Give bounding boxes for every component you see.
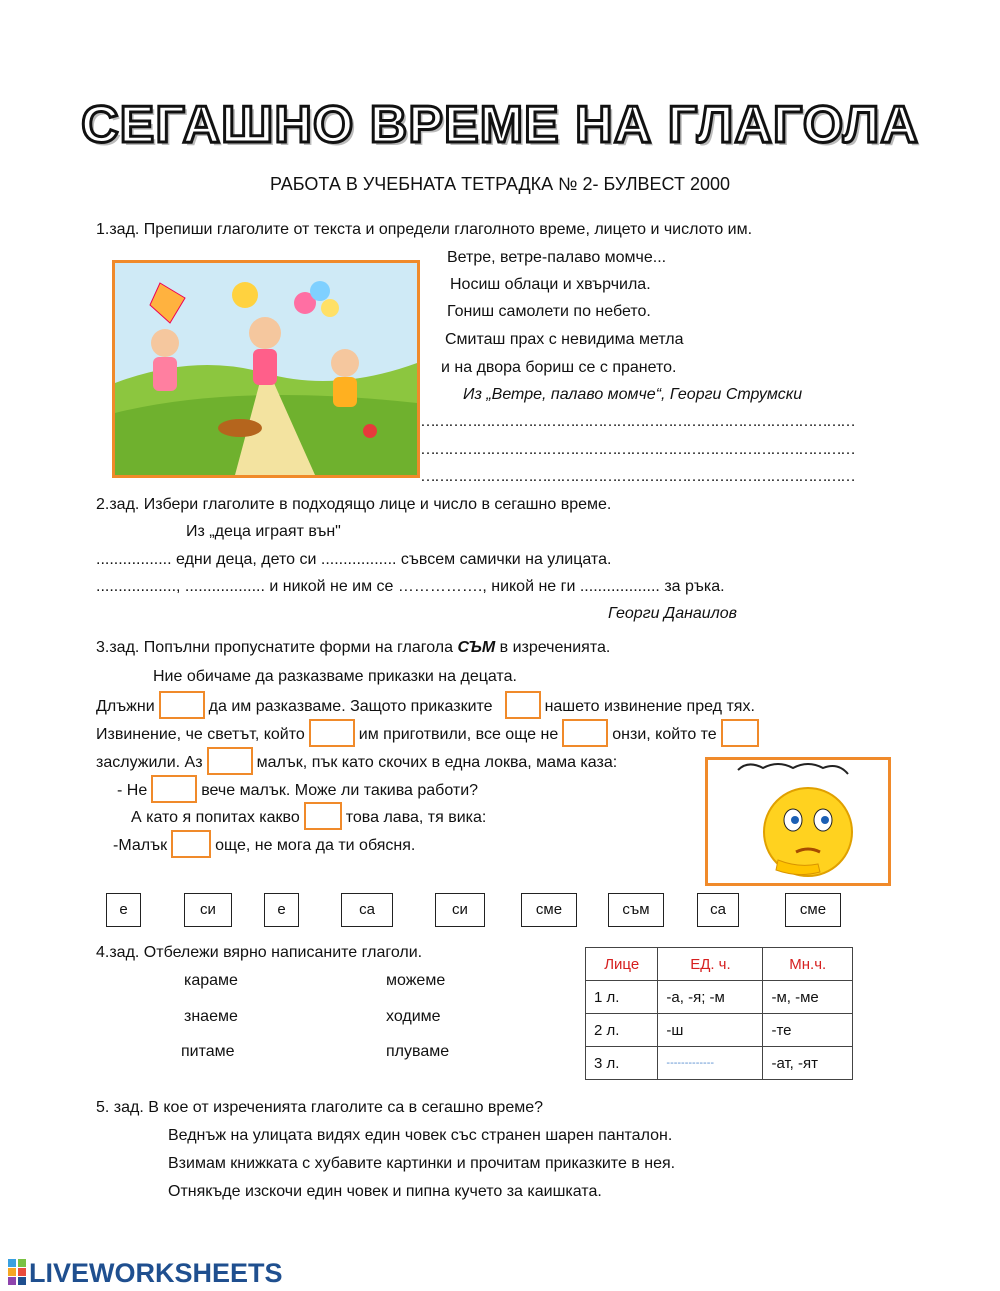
task3-instruction-post: в изреченията. bbox=[495, 639, 611, 656]
thinking-emoji-illustration bbox=[705, 757, 891, 886]
page-title: СЕГАШНО ВРЕМЕ НА ГЛАГОЛА bbox=[81, 96, 919, 154]
table-cell: 3 л. bbox=[586, 1047, 658, 1080]
task3-line-3 bbox=[96, 723, 763, 747]
verb-option[interactable]: ходиме bbox=[386, 1008, 441, 1025]
liveworksheets-logo bbox=[8, 1258, 283, 1289]
table-header-cell: Лице bbox=[586, 948, 658, 981]
table-cell: -ш bbox=[658, 1014, 763, 1047]
word-option[interactable]: е bbox=[264, 893, 299, 927]
word-option[interactable]: си bbox=[184, 893, 232, 927]
task3-instruction bbox=[96, 638, 610, 658]
kids-playing-illustration bbox=[112, 260, 420, 478]
poem-source: Из „Ветре, палаво момче“, Георги Струмски bbox=[463, 386, 803, 403]
task3-text: нашето извинение пред тях. bbox=[544, 698, 755, 716]
word-option[interactable]: са bbox=[341, 893, 393, 927]
verb-option[interactable]: плуваме bbox=[386, 1043, 450, 1060]
task3-line-6 bbox=[131, 806, 486, 830]
word-option[interactable]: сме bbox=[785, 893, 841, 927]
verb-option[interactable]: можеме bbox=[386, 972, 446, 989]
table-row bbox=[586, 1047, 853, 1080]
table-row bbox=[586, 1014, 853, 1047]
gap-box[interactable] bbox=[151, 775, 197, 803]
task3-text: им приготвили, все още не bbox=[358, 726, 559, 744]
gap-box[interactable] bbox=[207, 747, 253, 775]
gap-box[interactable] bbox=[562, 719, 608, 747]
word-option[interactable]: съм bbox=[608, 893, 664, 927]
logo-text: LIVEWORKSHEETS bbox=[29, 1258, 283, 1288]
task3-text: -Малък bbox=[113, 837, 168, 855]
table-header-cell: ЕД. ч. bbox=[658, 948, 763, 981]
word-option[interactable]: са bbox=[697, 893, 739, 927]
task3-line-1: Ние обичаме да разказваме приказки на децата. bbox=[153, 668, 517, 685]
task2-source-title: Из „деца играят вън" bbox=[186, 523, 341, 540]
gap-box[interactable] bbox=[159, 691, 205, 719]
task3-text: да им разказваме. Защото приказките bbox=[208, 698, 493, 716]
answer-line-3[interactable]: ………………………………………………………………………………… bbox=[420, 468, 854, 485]
gap-box[interactable] bbox=[171, 830, 211, 858]
table-cell: -те bbox=[763, 1014, 853, 1047]
table-cell: -ат, -ят bbox=[763, 1047, 853, 1080]
table-row bbox=[586, 981, 853, 1014]
task5-instruction: 5. зад. В кое от изреченията глаголите са в сегашно време? bbox=[96, 1099, 544, 1116]
word-option[interactable]: е bbox=[106, 893, 141, 927]
gap-box[interactable] bbox=[309, 719, 355, 747]
task3-text: онзи, който те bbox=[612, 726, 717, 744]
verb-option[interactable]: знаеме bbox=[184, 1008, 238, 1025]
task3-text: това лава, тя вика: bbox=[345, 809, 487, 827]
gap-box[interactable] bbox=[721, 719, 759, 747]
task3-line-4 bbox=[96, 751, 617, 775]
table-cell: 2 л. bbox=[586, 1014, 658, 1047]
task1-instruction: 1.зад. Препиши глаголите от текста и определи глаголното време, лицето и числото им. bbox=[96, 221, 753, 238]
task3-text: Длъжни bbox=[96, 698, 155, 716]
task3-text: вече малък. Може ли такива работи? bbox=[201, 782, 479, 800]
poem-line-4: Смиташ прах с невидима метла bbox=[445, 331, 684, 348]
answer-line-1[interactable]: ………………………………………………………………………………… bbox=[420, 413, 854, 430]
task3-line-5 bbox=[117, 779, 478, 803]
task5-sentence[interactable]: Взимам книжката с хубавите картинки и прочитам приказките в нея. bbox=[168, 1155, 676, 1172]
task4-instruction: 4.зад. Отбележи вярно написаните глаголи. bbox=[96, 944, 423, 961]
poem-line-2: Носиш облаци и хвърчила. bbox=[450, 276, 651, 293]
table-cell: -а, -я; -м bbox=[658, 981, 763, 1014]
kids-playing-icon bbox=[115, 263, 417, 475]
table-cell: -м, -ме bbox=[763, 981, 853, 1014]
task5-sentence[interactable]: Веднъж на улицата видях един човек със странен шарен панталон. bbox=[168, 1127, 673, 1144]
conjugation-table bbox=[585, 947, 853, 1080]
page-subtitle: РАБОТА В УЧЕБНАТА ТЕТРАДКА № 2- БУЛВЕСТ 2000 bbox=[270, 174, 730, 194]
task5-sentence[interactable]: Отнякъде изскочи един човек и пипна кучето за каишката. bbox=[168, 1183, 602, 1200]
task3-instruction-verb: СЪМ bbox=[457, 639, 496, 656]
task3-text: малък, пък като скочих в една локва, мама каза: bbox=[256, 754, 618, 772]
task2-author: Георги Данаилов bbox=[608, 605, 737, 622]
task2-line-1[interactable]: ................. едни деца, дето си ................. съвсем самички на улицата. bbox=[96, 551, 612, 568]
table-header-row bbox=[586, 948, 853, 981]
task3-text: - Не bbox=[117, 782, 148, 800]
task3-text: А като я попитах какво bbox=[131, 809, 300, 827]
gap-box[interactable] bbox=[304, 802, 342, 830]
word-option[interactable]: сме bbox=[521, 893, 577, 927]
verb-option[interactable]: караме bbox=[184, 972, 238, 989]
task3-text: заслужили. Аз bbox=[96, 754, 203, 772]
table-cell: 1 л. bbox=[586, 981, 658, 1014]
task3-instruction-pre: 3.зад. Попълни пропуснатите форми на глагола bbox=[96, 639, 458, 656]
task3-line-7 bbox=[113, 834, 415, 858]
task3-line-2 bbox=[96, 695, 755, 719]
task2-instruction: 2.зад. Избери глаголите в подходящо лице и число в сегашно време. bbox=[96, 496, 612, 513]
logo-mark-icon bbox=[8, 1259, 26, 1285]
poem-line-3: Гониш самолети по небето. bbox=[447, 303, 651, 320]
answer-line-2[interactable]: ………………………………………………………………………………… bbox=[420, 441, 854, 458]
task3-text: Извинение, че светът, който bbox=[96, 726, 305, 744]
gap-box[interactable] bbox=[505, 691, 541, 719]
task2-line-2[interactable]: .................., .................. и никой не им се ……………., никой не ги .................. за ръка. bbox=[96, 578, 725, 595]
verb-option[interactable]: питаме bbox=[181, 1043, 235, 1060]
table-header-cell: Мн.ч. bbox=[763, 948, 853, 981]
poem-line-1: Ветре, ветре-палаво момче... bbox=[447, 249, 667, 266]
word-option[interactable]: си bbox=[435, 893, 485, 927]
thinking-face-icon bbox=[708, 760, 888, 883]
table-cell[interactable]: ------------- bbox=[658, 1047, 763, 1080]
task3-text: още, не мога да ти обясня. bbox=[215, 837, 416, 855]
poem-line-5: и на двора бориш се с прането. bbox=[441, 359, 677, 376]
